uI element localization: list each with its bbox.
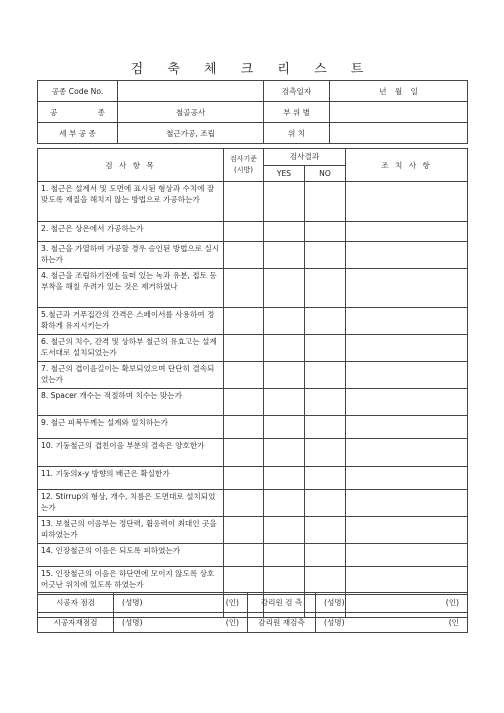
- checklist-standard-cell[interactable]: [224, 222, 264, 242]
- checklist-row: [38, 182, 468, 222]
- checklist-yes-cell[interactable]: [264, 544, 305, 567]
- checklist-standard-cell[interactable]: [224, 416, 264, 439]
- col-no-header: NO: [305, 165, 346, 182]
- supervisor-recheck-sign[interactable]: [316, 613, 468, 633]
- col-standard-title: 검사기준: [229, 155, 258, 163]
- checklist-no-cell[interactable]: [305, 439, 346, 467]
- col-item-header: 검 사 항 목: [38, 149, 224, 182]
- checklist-action-cell[interactable]: [346, 242, 468, 269]
- header-row-detail: [38, 123, 468, 144]
- checklist-row: [38, 544, 468, 567]
- checklist-no-cell[interactable]: [305, 308, 346, 335]
- detail-label: 세 부 공 종: [38, 123, 118, 144]
- checklist-no-cell[interactable]: [305, 517, 346, 544]
- checklist-action-cell[interactable]: [346, 467, 468, 490]
- checklist-row: [38, 269, 468, 308]
- col-action-header: 조 치 사 항: [346, 149, 468, 182]
- checklist-no-cell[interactable]: [305, 335, 346, 362]
- work-value[interactable]: 철골공사: [118, 102, 264, 123]
- checklist-standard-cell[interactable]: [224, 567, 264, 595]
- checklist-action-cell[interactable]: [346, 416, 468, 439]
- checklist-action-cell[interactable]: [346, 439, 468, 467]
- checklist-yes-cell[interactable]: [264, 308, 305, 335]
- checklist-row: [38, 362, 468, 389]
- part-label: 부 위 별: [264, 102, 330, 123]
- checklist-row: [38, 517, 468, 544]
- checklist-yes-cell[interactable]: [264, 222, 305, 242]
- checklist-standard-cell[interactable]: [224, 389, 264, 416]
- supervisor-label: 감리원 검 측: [248, 593, 316, 613]
- contractor-sign-label: (성명): [122, 598, 143, 607]
- checklist-action-cell[interactable]: [346, 490, 468, 517]
- header-table: [37, 80, 468, 144]
- date-label: 검측일자: [264, 81, 330, 102]
- checklist-action-cell[interactable]: [346, 335, 468, 362]
- code-label: 공종 Code No.: [38, 81, 118, 102]
- contractor-recheck-sign[interactable]: [114, 613, 248, 633]
- checklist-no-cell[interactable]: [305, 269, 346, 308]
- checklist-row: [38, 490, 468, 517]
- col-standard-header: [224, 149, 264, 182]
- checklist-yes-cell[interactable]: [264, 389, 305, 416]
- contractor-sign[interactable]: [114, 593, 248, 613]
- checklist-yes-cell[interactable]: [264, 490, 305, 517]
- checklist-item-text: 5.철근과 거푸집간의 간격은 스페이서를 사용하여 정확하게 유지시키는가: [38, 308, 224, 335]
- supervisor-sign[interactable]: [316, 593, 468, 613]
- checklist-action-cell[interactable]: [346, 308, 468, 335]
- col-result-header: 검사결과: [264, 149, 346, 166]
- col-standard-sub: (시방): [234, 166, 253, 174]
- checklist-body: [38, 182, 468, 618]
- checklist-action-cell[interactable]: [346, 182, 468, 222]
- checklist-standard-cell[interactable]: [224, 182, 264, 222]
- date-value[interactable]: 년 월 일: [330, 81, 468, 102]
- checklist-yes-cell[interactable]: [264, 335, 305, 362]
- checklist-row: [38, 567, 468, 595]
- checklist-no-cell[interactable]: [305, 242, 346, 269]
- checklist-no-cell[interactable]: [305, 222, 346, 242]
- location-label: 위 치: [264, 123, 330, 144]
- checklist-standard-cell[interactable]: [224, 517, 264, 544]
- checklist-item-text: 1. 철근은 설계서 및 도면에 표시된 형상과 수치에 잘 맞도록 재질을 해치지 않는 방법으로 가공하는가: [38, 182, 224, 222]
- checklist-table: [37, 148, 468, 618]
- supervisor-recheck-seal: (인: [448, 618, 459, 627]
- checklist-item-text: 8. Spacer 개수는 적절하며 치수는 맞는가: [38, 389, 224, 416]
- page-title: 검 축 체 크 리 스 트: [130, 62, 374, 77]
- checklist-yes-cell[interactable]: [264, 362, 305, 389]
- contractor-recheck-sign-label: (성명): [122, 618, 143, 627]
- supervisor-seal: (인): [445, 598, 459, 607]
- checklist-no-cell[interactable]: [305, 362, 346, 389]
- signature-row-1: [38, 593, 468, 613]
- contractor-seal: (인): [225, 598, 239, 607]
- checklist-no-cell[interactable]: [305, 567, 346, 595]
- checklist-row: [38, 416, 468, 439]
- contractor-label: 시공자 점검: [38, 593, 114, 613]
- checklist-row: [38, 308, 468, 335]
- checklist-item-text: 9. 철근 피복두께는 설계와 일치하는가: [38, 416, 224, 439]
- signature-table: [37, 592, 468, 633]
- header-row-code: [38, 81, 468, 102]
- checklist-item-text: 12. Stirrup의 형상, 개수, 치름은 도면대로 설치되었는가: [38, 490, 224, 517]
- checklist-standard-cell[interactable]: [224, 490, 264, 517]
- checklist-item-text: 7. 철근의 겹이음길이는 확보되었으며 단단히 결속되었는가: [38, 362, 224, 389]
- checklist-item-text: 3. 철근을 가열하여 가공할 경우 승인된 방법으로 실시하는가: [38, 242, 224, 269]
- checklist-no-cell[interactable]: [305, 416, 346, 439]
- checklist-standard-cell[interactable]: [224, 439, 264, 467]
- checklist-row: [38, 335, 468, 362]
- checklist-yes-cell[interactable]: [264, 416, 305, 439]
- checklist-standard-cell[interactable]: [224, 242, 264, 269]
- checklist-action-cell[interactable]: [346, 544, 468, 567]
- checklist-no-cell[interactable]: [305, 182, 346, 222]
- checklist-item-text: 6. 철근의 치수, 간격 및 상하부 철근의 유효고는 설계도서대로 설치되었는가: [38, 335, 224, 362]
- checklist-no-cell[interactable]: [305, 544, 346, 567]
- checklist-row: [38, 467, 468, 490]
- contractor-recheck-seal: (인): [225, 618, 239, 627]
- supervisor-recheck-sign-label: (성명): [324, 618, 345, 627]
- checklist-yes-cell[interactable]: [264, 439, 305, 467]
- checklist-action-cell[interactable]: [346, 222, 468, 242]
- checklist-standard-cell[interactable]: [224, 308, 264, 335]
- checklist-standard-cell[interactable]: [224, 362, 264, 389]
- checklist-action-cell[interactable]: [346, 517, 468, 544]
- checklist-standard-cell[interactable]: [224, 544, 264, 567]
- contractor-recheck-label: 시공자재점검: [38, 613, 114, 633]
- checklist-header-row: [38, 149, 468, 166]
- checklist-yes-cell[interactable]: [264, 517, 305, 544]
- checklist-yes-cell[interactable]: [264, 182, 305, 222]
- supervisor-recheck-label: 감리원 재검측: [248, 613, 316, 633]
- checklist-action-cell[interactable]: [346, 567, 468, 595]
- checklist-row: [38, 439, 468, 467]
- checklist-yes-cell[interactable]: [264, 242, 305, 269]
- location-value[interactable]: [330, 123, 468, 144]
- checklist-item-text: 4. 철근을 조립하기전에 들떠 있는 녹과 유분, 접토 등 부착을 해칠 우려가 있는 것은 제거하였나: [38, 269, 224, 308]
- checklist-item-text: 13. 보철근의 이음부는 정단력, 휨응력이 최대인 곳을 피하였는가: [38, 517, 224, 544]
- checklist-action-cell[interactable]: [346, 389, 468, 416]
- checklist-row: [38, 389, 468, 416]
- part-value[interactable]: [330, 102, 468, 123]
- checklist-item-text: 15. 인장철근의 이음은 하단면에 모이지 않도록 상호 어긋난 위치에 있도록 하였는가: [38, 567, 224, 595]
- checklist-no-cell[interactable]: [305, 389, 346, 416]
- code-value[interactable]: [118, 81, 264, 102]
- checklist-standard-cell[interactable]: [224, 269, 264, 308]
- checklist-standard-cell[interactable]: [224, 335, 264, 362]
- checklist-yes-cell[interactable]: [264, 269, 305, 308]
- checklist-item-text: 14. 인장철근의 이음은 되도록 피하였는가: [38, 544, 224, 567]
- checklist-item-text: 2. 철근은 상온에서 가공하는가: [38, 222, 224, 242]
- checklist-row: [38, 222, 468, 242]
- checklist-row: [38, 242, 468, 269]
- checklist-action-cell[interactable]: [346, 269, 468, 308]
- detail-value[interactable]: 철근가공, 조립: [118, 123, 264, 144]
- col-yes-header: YES: [264, 165, 305, 182]
- checklist-no-cell[interactable]: [305, 490, 346, 517]
- checklist-yes-cell[interactable]: [264, 467, 305, 490]
- checklist-standard-cell[interactable]: [224, 467, 264, 490]
- supervisor-sign-label: (성명): [324, 598, 345, 607]
- checklist-item-text: 11. 기둥의x-y 방향의 배근은 확실한가: [38, 467, 224, 490]
- signature-row-2: [38, 613, 468, 633]
- work-label: 공 종: [38, 102, 118, 123]
- checklist-item-text: 10. 기둥철근의 겹친이음 부분의 결속은 양호한가: [38, 439, 224, 467]
- checklist-no-cell[interactable]: [305, 467, 346, 490]
- checklist-yes-cell[interactable]: [264, 567, 305, 595]
- header-row-work: [38, 102, 468, 123]
- checklist-action-cell[interactable]: [346, 362, 468, 389]
